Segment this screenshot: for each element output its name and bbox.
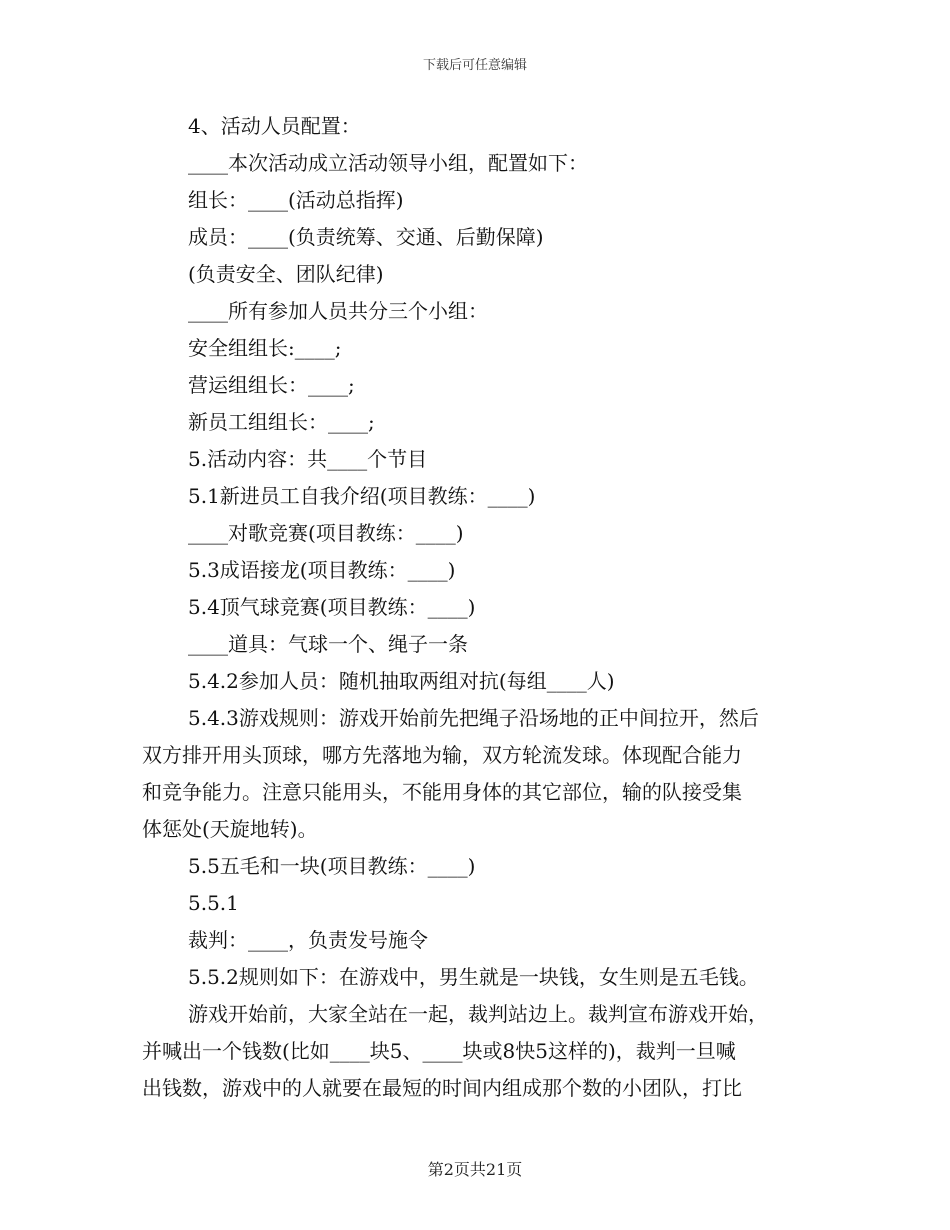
text-line: 和竞争能力。注意只能用头，不能用身体的其它部位，输的队接受集 bbox=[142, 780, 742, 804]
text-line: 5.4顶气球竞赛(项目教练：____) bbox=[188, 595, 476, 619]
text-line: 营运组组长：____; bbox=[188, 373, 355, 397]
text-line: 5.活动内容：共____个节目 bbox=[188, 447, 428, 471]
text-line: 5.1新进员工自我介绍(项目教练：____) bbox=[188, 484, 536, 508]
text-line: 并喊出一个钱数(比如____块5、____块或8快5这样的)，裁判一旦喊 bbox=[142, 1039, 736, 1063]
text-line: 5.5五毛和一块(项目教练：____) bbox=[188, 854, 476, 878]
text-line: 4、活动人员配置： bbox=[188, 114, 361, 138]
text-line: 5.5.2规则如下：在游戏中，男生就是一块钱，女生则是五毛钱。 bbox=[188, 965, 759, 989]
text-line: 新员工组组长：____; bbox=[188, 410, 375, 434]
text-line: 游戏开始前，大家全站在一起，裁判站边上。裁判宣布游戏开始， bbox=[188, 1002, 768, 1026]
text-line: 5.4.3游戏规则：游戏开始前先把绳子沿场地的正中间拉开，然后 bbox=[188, 706, 759, 730]
text-line: 组长：____(活动总指挥) bbox=[188, 188, 404, 212]
text-line: 安全组组长:____; bbox=[188, 336, 342, 360]
page-footer: 第2页共21页 bbox=[427, 1160, 523, 1179]
text-line: ____所有参加人员共分三个小组： bbox=[188, 299, 488, 323]
text-line: 出钱数，游戏中的人就要在最短的时间内组成那个数的小团队，打比 bbox=[142, 1076, 742, 1100]
text-line: ____本次活动成立活动领导小组，配置如下： bbox=[188, 151, 588, 175]
text-line: 成员：____(负责统筹、交通、后勤保障) bbox=[188, 225, 544, 249]
text-line: 5.3成语接龙(项目教练：____) bbox=[188, 558, 456, 582]
text-line: 双方排开用头顶球，哪方先落地为输，双方轮流发球。体现配合能力 bbox=[142, 743, 742, 767]
text-line: 体惩处(天旋地转)。 bbox=[142, 817, 318, 841]
text-line: ____对歌竞赛(项目教练：____) bbox=[188, 521, 464, 545]
text-line: 裁判：____，负责发号施令 bbox=[188, 928, 428, 952]
text-line: 5.4.2参加人员：随机抽取两组对抗(每组____人) bbox=[188, 669, 615, 693]
page-header: 下载后可任意编辑 bbox=[422, 58, 527, 73]
text-line: 5.5.1 bbox=[188, 891, 239, 915]
text-line: (负责安全、团队纪律) bbox=[188, 262, 384, 286]
text-line: ____道具：气球一个、绳子一条 bbox=[188, 632, 468, 656]
document-body bbox=[142, 108, 822, 1107]
